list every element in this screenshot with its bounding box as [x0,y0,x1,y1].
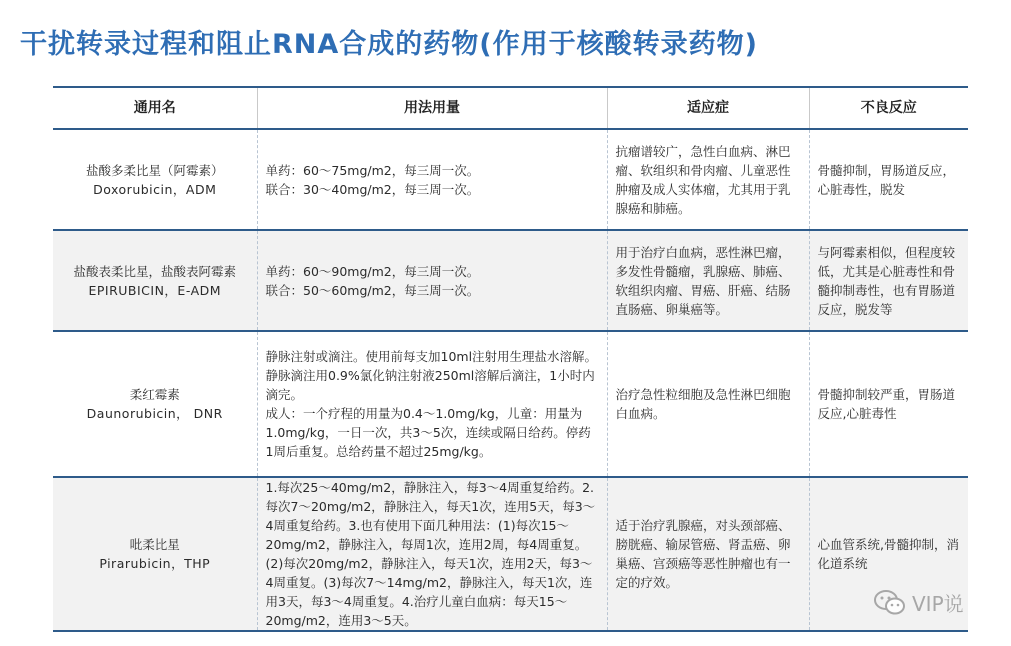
adverse-cell [809,230,968,331]
header-usage-dosage: 用法用量 [257,87,607,129]
adverse-cell [809,129,968,230]
watermark-text: VIP说 [912,592,964,616]
drug-name-cell [53,129,257,230]
header-generic-name: 通用名 [53,87,257,129]
indication-text: 适于治疗乳腺癌，对头颈部癌、膀胱癌、输尿管癌、肾盂癌、卵巢癌、宫颈癌等恶性肿瘤也有一定的疗效。 [615,518,791,590]
wechat-icon [873,589,907,617]
drug-name-en: EPIRUBICIN，E-ADM [88,282,222,298]
usage-text: 单药：60～90mg/m2，每三周一次。 联合：50～60mg/m2，每三周一次。 [265,263,480,298]
table-row-doxorubicin [53,129,968,230]
indication-cell [607,477,809,631]
drug-name-en: Pirarubicin，THP [99,556,211,571]
usage-cell [257,129,607,230]
drug-table [53,86,968,632]
header-adverse-reaction: 不良反应 [809,87,968,129]
adverse-text: 心血管系统,骨髓抑制，消化道系统 [817,537,959,571]
usage-text: 1.每次25～40mg/m2，静脉注入，每3～4周重复给药。2.每次7～20mg/m2，静脉注入，每天1次，连用5天，每3～4周重复给药。3.也有使用下面几种用法：(1)每次15～20mg/m2，静脉注入，每周1次，连用2周，每4周重复。(2)每次20mg/m2，静脉注入，每天1次，连用2天，每3～4周重复。(3)每次7～14mg/m2，静脉注入，每天1次，连用3天，每3～4周重复。4.治疗儿童白血病：每天15～20mg/m2，连用3～5天。 [265,480,596,628]
usage-text: 单药：60～75mg/m2，每三周一次。 联合：30～40mg/m2，每三周一次。 [265,162,480,197]
drug-name-en: Doxorubicin，ADM [93,181,217,197]
usage-cell [257,331,607,477]
drug-name-cn: 盐酸表柔比星，盐酸表阿霉素 [73,263,236,279]
adverse-text: 骨髓抑制，胃肠道反应，心脏毒性，脱发 [817,162,956,197]
table-row-epirubicin [53,230,968,331]
header-row [53,87,968,129]
usage-cell [257,230,607,331]
header-indication: 适应症 [607,87,809,129]
table-row-daunorubicin [53,331,968,477]
drug-name-en: Daunorubicin， DNR [86,406,223,421]
page-title: 干扰转录过程和阻止RNA合成的药物(作用于核酸转录药物) [20,29,758,60]
indication-text: 抗瘤谱较广，急性白血病、淋巴瘤、软组织和骨肉瘤、儿童恶性肿瘤及成人实体瘤，尤其用于乳腺癌和肺癌。 [615,143,791,216]
drug-name-cn: 吡柔比星 [129,537,180,552]
adverse-cell [809,331,968,477]
drug-name-cn: 柔红霉素 [129,387,180,402]
table-row-pirarubicin [53,477,968,631]
drug-name-cn: 盐酸多柔比星（阿霉素） [85,162,224,178]
adverse-text: 骨髓抑制较严重，胃肠道反应,心脏毒性 [817,387,956,421]
indication-cell [607,331,809,477]
usage-text: 静脉注射或滴注。使用前每支加10ml注射用生理盐水溶解。静脉滴注用0.9%氯化钠注射液250ml溶解后滴注，1小时内滴完。 成人：一个疗程的用量为0.4～1.0mg/kg，儿童：用量为1.0mg/kg，一日一次，共3～5次，连续或隔日给药。停药1周后重复。总给药量不超过25mg/kg。 [265,349,598,459]
indication-cell [607,230,809,331]
indication-text: 治疗急性粒细胞及急性淋巴细胞白血病。 [615,387,791,421]
usage-cell [257,477,607,631]
drug-name-cell [53,230,257,331]
watermark [873,588,964,617]
drug-name-cell [53,477,257,631]
adverse-text: 与阿霉素相似，但程度较低，尤其是心脏毒性和骨髓抑制毒性，也有胃肠道反应，脱发等 [817,244,956,317]
indication-text: 用于治疗白血病，恶性淋巴瘤，多发性骨髓瘤，乳腺癌、肺癌、软组织肉瘤、胃癌、肝癌、结肠直肠癌、卵巢癌等。 [615,244,791,317]
indication-cell [607,129,809,230]
drug-name-cell [53,331,257,477]
